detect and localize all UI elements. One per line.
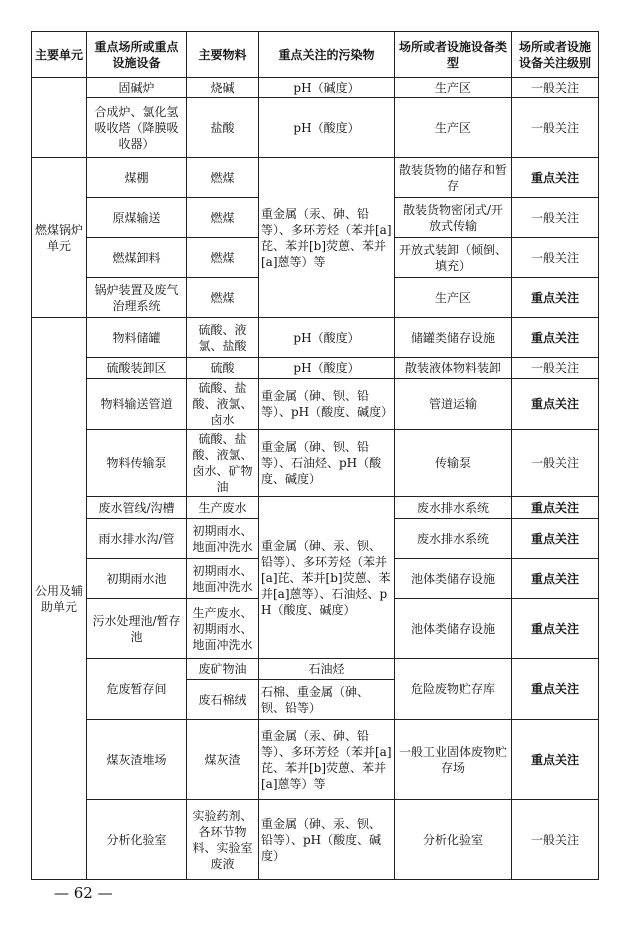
type-cell: 开放式装卸（倾倒、填充） (395, 238, 512, 278)
header-type: 场所或者设施设备类型 (395, 32, 512, 78)
table-row (32, 800, 599, 880)
material-cell: 硫酸、盐酸、液氯、卤水 (187, 379, 259, 430)
pollutant-cell: pH（碱度） (259, 78, 395, 98)
facility-cell: 固碱炉 (87, 78, 187, 98)
material-cell: 废石棉绒 (187, 680, 259, 720)
header-row (32, 32, 599, 78)
material-cell: 硫酸、盐酸、液氯、卤水、矿物油 (187, 430, 259, 497)
facility-cell: 燃煤卸料 (87, 238, 187, 278)
table-row (32, 720, 599, 800)
pollutant-cell: 重金属（砷、钡、铅等）、石油烃、pH（酸度、碱度） (259, 430, 395, 497)
table-row (32, 497, 599, 519)
header-material: 主要物料 (187, 32, 259, 78)
type-cell: 危险废物贮存库 (395, 659, 512, 720)
type-cell: 散装货物密闭式/开放式传输 (395, 198, 512, 238)
pollutant-cell: 重金属（汞、砷、铅等）、多环芳烃（苯并[a]芘、苯并[b]荧蒽、苯并[a]蒽等）等 (259, 158, 395, 318)
table-row (32, 98, 599, 158)
type-cell: 生产区 (395, 98, 512, 158)
level-cell: 重点关注 (512, 278, 599, 318)
facility-cell: 物料储罐 (87, 318, 187, 358)
type-cell: 生产区 (395, 78, 512, 98)
level-cell: 重点关注 (512, 659, 599, 720)
level-cell: 一般关注 (512, 358, 599, 379)
level-cell: 重点关注 (512, 559, 599, 599)
type-cell: 一般工业固体废物贮存场 (395, 720, 512, 800)
material-cell: 燃煤 (187, 278, 259, 318)
material-cell: 烧碱 (187, 78, 259, 98)
material-cell: 硫酸 (187, 358, 259, 379)
facility-cell: 物料输送管道 (87, 379, 187, 430)
level-cell: 一般关注 (512, 430, 599, 497)
material-cell: 燃煤 (187, 198, 259, 238)
material-cell: 盐酸 (187, 98, 259, 158)
header-unit: 主要单元 (32, 32, 87, 78)
pollutant-cell: 重金属（汞、砷、铅等）、多环芳烃（苯并[a]芘、苯并[b]荧蒽、苯并[a]蒽等）等 (259, 720, 395, 800)
table-row (32, 379, 599, 430)
type-cell: 废水排水系统 (395, 519, 512, 559)
table-row (32, 659, 599, 680)
level-cell: 重点关注 (512, 318, 599, 358)
level-cell: 一般关注 (512, 198, 599, 238)
pollutant-cell: pH（酸度） (259, 98, 395, 158)
pollutant-cell: pH（酸度） (259, 358, 395, 379)
level-cell: 重点关注 (512, 497, 599, 519)
material-cell: 煤灰渣 (187, 720, 259, 800)
facility-cell: 初期雨水池 (87, 559, 187, 599)
facility-cell: 合成炉、氯化氢吸收塔（降膜吸收器） (87, 98, 187, 158)
level-cell: 一般关注 (512, 78, 599, 98)
type-cell: 分析化验室 (395, 800, 512, 880)
level-cell: 一般关注 (512, 98, 599, 158)
level-cell: 重点关注 (512, 599, 599, 659)
type-cell: 传输泵 (395, 430, 512, 497)
table-row (32, 158, 599, 198)
material-cell: 生产废水、初期雨水、地面冲洗水 (187, 599, 259, 659)
material-cell: 硫酸、液氯、盐酸 (187, 318, 259, 358)
material-cell: 废矿物油 (187, 659, 259, 680)
pollutant-cell: 石棉、重金属（砷、钡、铅等） (259, 680, 395, 720)
material-cell: 燃煤 (187, 158, 259, 198)
table-row (32, 78, 599, 98)
header-facility: 重点场所或重点设施设备 (87, 32, 187, 78)
level-cell: 重点关注 (512, 720, 599, 800)
level-cell: 重点关注 (512, 519, 599, 559)
pollutant-cell: 重金属（砷、汞、钡、铅等）、pH（酸度、碱度） (259, 800, 395, 880)
facility-cell: 锅炉装置及废气治理系统 (87, 278, 187, 318)
header-level: 场所或者设施设备关注级别 (512, 32, 599, 78)
facility-cell: 物料传输泵 (87, 430, 187, 497)
facility-cell: 雨水排水沟/管 (87, 519, 187, 559)
facility-cell: 废水管线/沟槽 (87, 497, 187, 519)
material-cell: 生产废水 (187, 497, 259, 519)
unit-cell-blank (32, 78, 87, 158)
pollutant-cell: 石油烃 (259, 659, 395, 680)
type-cell: 储罐类储存设施 (395, 318, 512, 358)
pollutant-cell: 重金属（砷、汞、钡、铅等）、多环芳烃（苯并[a]芘、苯并[b]荧蒽、苯并[a]蒽等）、石油烃、pH（酸度、碱度） (259, 497, 395, 659)
header-pollutant: 重点关注的污染物 (259, 32, 395, 78)
type-cell: 池体类储存设施 (395, 599, 512, 659)
table-row (32, 430, 599, 497)
type-cell: 废水排水系统 (395, 497, 512, 519)
material-cell: 实验药剂、各环节物料、实验室废液 (187, 800, 259, 880)
pollutant-cell: pH（酸度） (259, 318, 395, 358)
level-cell: 一般关注 (512, 238, 599, 278)
material-cell: 初期雨水、地面冲洗水 (187, 519, 259, 559)
level-cell: 一般关注 (512, 800, 599, 880)
level-cell: 重点关注 (512, 158, 599, 198)
unit-cell: 燃煤锅炉单元 (32, 158, 87, 318)
pollutant-cell: 重金属（砷、钡、铅等）、pH（酸度、碱度） (259, 379, 395, 430)
facility-cell: 分析化验室 (87, 800, 187, 880)
pollution-focus-table (31, 31, 599, 880)
type-cell: 管道运输 (395, 379, 512, 430)
type-cell: 池体类储存设施 (395, 559, 512, 599)
facility-cell: 煤棚 (87, 158, 187, 198)
type-cell: 生产区 (395, 278, 512, 318)
level-cell: 重点关注 (512, 379, 599, 430)
facility-cell: 煤灰渣堆场 (87, 720, 187, 800)
material-cell: 初期雨水、地面冲洗水 (187, 559, 259, 599)
facility-cell: 硫酸装卸区 (87, 358, 187, 379)
table-row (32, 358, 599, 379)
facility-cell: 原煤输送 (87, 198, 187, 238)
type-cell: 散装液体物料装卸 (395, 358, 512, 379)
facility-cell: 污水处理池/暂存池 (87, 599, 187, 659)
document-sheet (31, 31, 598, 880)
type-cell: 散装货物的储存和暂存 (395, 158, 512, 198)
table-row (32, 318, 599, 358)
page-number: — 62 — (54, 884, 113, 902)
material-cell: 燃煤 (187, 238, 259, 278)
facility-cell: 危废暂存间 (87, 659, 187, 720)
unit-cell: 公用及辅助单元 (32, 318, 87, 880)
